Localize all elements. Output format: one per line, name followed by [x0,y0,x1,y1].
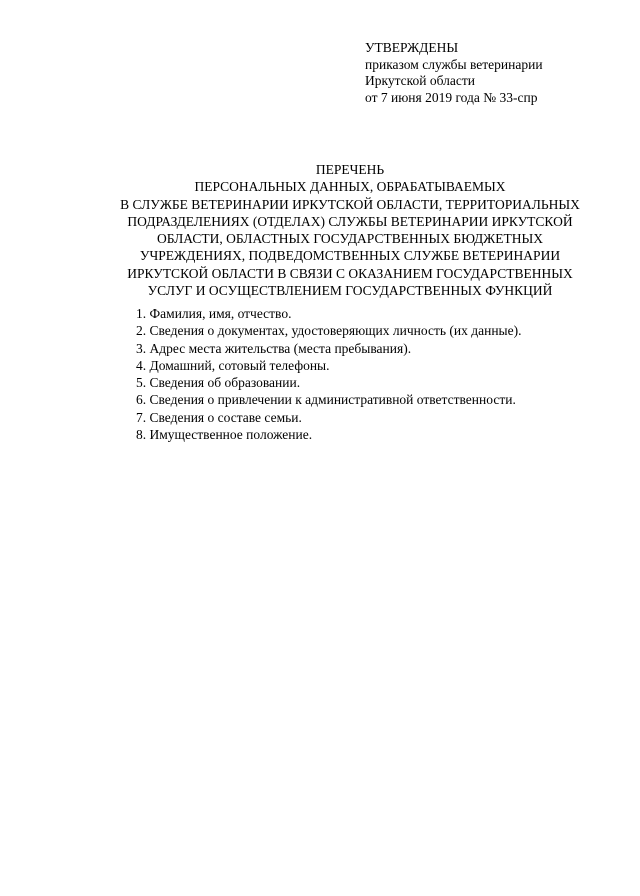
approval-block [365,40,543,106]
document-heading [40,161,640,299]
list-item: 4. Домашний, сотовый телефоны. [136,357,330,373]
heading-line: ИРКУТСКОЙ ОБЛАСТИ В СВЯЗИ С ОКАЗАНИЕМ ГОСУДАРСТВЕННЫХ [127,265,573,281]
heading-line: ОБЛАСТИ, ОБЛАСТНЫХ ГОСУДАРСТВЕННЫХ БЮДЖЕТНЫХ [156,231,544,247]
approval-title: УТВЕРЖДЕНЫ [365,40,459,55]
heading-line: В СЛУЖБЕ ВЕТЕРИНАРИИ ИРКУТСКОЙ ОБЛАСТИ, ТЕРРИТОРИАЛЬНЫХ [120,196,580,212]
heading-line: УСЛУГ И ОСУЩЕСТВЛЕНИЕМ ГОСУДАРСТВЕННЫХ ФУНКЦИЙ [147,283,553,299]
list-item: 1. Фамилия, имя, отчество. [136,306,292,321]
heading-line: ПОДРАЗДЕЛЕНИЯХ (ОТДЕЛАХ) СЛУЖБЫ ВЕТЕРИНАРИИ ИРКУТСКОЙ [127,213,573,229]
list-item: 2. Сведения о документах, удостоверяющих личность (их данные). [136,323,522,339]
heading-line: ПЕРСОНАЛЬНЫХ ДАННЫХ, ОБРАБАТЫВАЕМЫХ [194,179,506,195]
document-title: ПЕРЕЧЕНЬ [315,162,385,177]
list-item: 8. Имущественное положение. [136,427,313,443]
list-item: 7. Сведения о составе семьи. [136,409,302,425]
approval-date: от 7 июня 2019 года № 33-спр [365,89,538,105]
list-item: 5. Сведения об образовании. [136,375,301,391]
personal-data-list [136,305,521,443]
approval-region: Иркутской области [365,73,476,88]
heading-line: УЧРЕЖДЕНИЯХ, ПОДВЕДОМСТВЕННЫХ СЛУЖБЕ ВЕТЕРИНАРИИ [139,248,561,264]
list-item: 3. Адрес места жительства (места пребывания). [136,340,412,356]
list-item: 6. Сведения о привлечении к административной ответственности. [136,392,516,408]
approval-order: приказом службы ветеринарии [365,56,543,72]
